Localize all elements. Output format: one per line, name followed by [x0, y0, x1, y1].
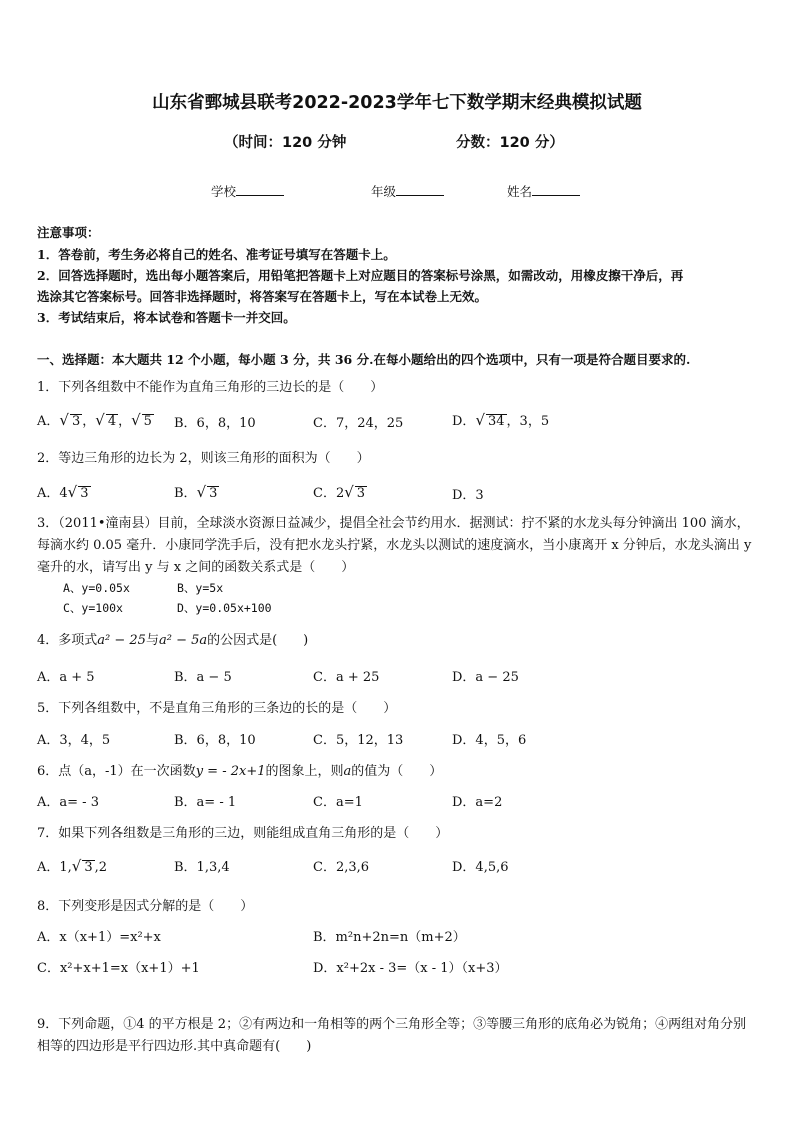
- exam-title: 山东省鄄城县联考2022-2023学年七下数学期末经典模拟试题: [152, 93, 642, 113]
- q7-option-a[interactable]: A．1,√ 3 ,2: [37, 857, 108, 875]
- q4-expr-1: a² − 25: [97, 633, 146, 648]
- q2-option-b[interactable]: B．√ 3: [174, 483, 218, 501]
- question-7-stem: 7．如果下列各组数是三角形的三边，则能组成直角三角形的是（ ）: [37, 826, 449, 841]
- notice-item: 2．回答选择题时，选出每小题答案后，用铅笔把答题卡上对应题目的答案标号涂黑，如需改动，用橡皮擦干净后，再: [37, 268, 684, 283]
- question-8-stem: 8．下列变形是因式分解的是（ ）: [37, 899, 254, 914]
- school-field[interactable]: [211, 182, 284, 200]
- q6-function: y = - 2x+1: [195, 764, 266, 779]
- grade-field[interactable]: [371, 182, 444, 200]
- q6-option-a[interactable]: A．a= - 3: [37, 795, 99, 810]
- school-blank[interactable]: [236, 183, 284, 196]
- q6-option-d[interactable]: D．a=2: [452, 795, 503, 810]
- question-9-stem: 9．下列命题，①4 的平方根是 2；②有两边和一角相等的两个三角形全等；③等腰三角形的底角必为锐角；④两组对角分别相等的四边形是平行四边形.其中真命题有( ): [37, 1017, 747, 1054]
- q4-option-d[interactable]: D．a − 25: [452, 670, 519, 685]
- q5-option-b[interactable]: B．6，8，10: [174, 733, 256, 748]
- notice-item: 1．答卷前，考生务必将自己的姓名、准考证号填写在答题卡上。: [37, 247, 396, 262]
- q5-option-d[interactable]: D．4，5，6: [452, 733, 527, 748]
- q5-option-c[interactable]: C．5，12，13: [313, 733, 404, 748]
- q2-option-d[interactable]: D．3: [452, 488, 484, 503]
- question-3-stem: 3．（2011•潼南县）目前，全球淡水资源日益减少，提倡全社会节约用水．据测试：拧不紧的水龙头每分钟滴出 100 滴水，每滴水约 0.05 毫升．小康同学洗手后，没有把水龙头拧紧，水龙头以测试的速度滴水，当小康离开 x 分钟后，水龙头滴出 y 毫升的水，请写出 y 与 x 之间的函数关系式是（ ）: [37, 516, 752, 575]
- notice-item: 选涂其它答案标号。回答非选择题时，将答案写在答题卡上，写在本试卷上无效。: [37, 289, 488, 304]
- name-blank[interactable]: [532, 183, 580, 196]
- q6-option-b[interactable]: B．a= - 1: [174, 795, 237, 810]
- q2-option-a[interactable]: A．4√ 3: [37, 483, 89, 501]
- section-heading: 一、选择题：本大题共 12 个小题，每小题 3 分，共 36 分.在每小题给出的四个选项中，只有一项是符合题目要求的.: [37, 352, 691, 367]
- question-6-stem: 6．点（a，-1）在一次函数y = - 2x+1的图象上，则a的值为（ ）: [37, 764, 443, 779]
- grade-label: 年级: [371, 184, 397, 199]
- q8-option-b[interactable]: B．m²n+2n=n（m+2）: [313, 930, 466, 945]
- grade-blank[interactable]: [396, 183, 444, 196]
- exam-time: （时间：120 分钟: [224, 135, 347, 151]
- question-1-stem: 1．下列各组数中不能作为直角三角形的三边长的是（ ）: [37, 380, 384, 395]
- question-4-stem: 4．多项式a² − 25与a² − 5a的公因式是( ): [37, 633, 309, 648]
- q7-option-c[interactable]: C．2,3,6: [313, 860, 370, 875]
- q2-option-c[interactable]: C．2√ 3: [313, 483, 366, 501]
- q6-option-c[interactable]: C．a=1: [313, 795, 363, 810]
- q8-option-c[interactable]: C．x²+x+1=x（x+1）+1: [37, 961, 200, 976]
- q4-option-b[interactable]: B．a − 5: [174, 670, 232, 685]
- q3-option-c[interactable]: C、y=100x: [63, 601, 123, 615]
- q1-option-c[interactable]: C．7，24，25: [313, 416, 404, 431]
- q4-option-c[interactable]: C．a + 25: [313, 670, 380, 685]
- question-2-stem: 2．等边三角形的边长为 2，则该三角形的面积为（ ）: [37, 451, 370, 466]
- notice-item: 3．考试结束后，将本试卷和答题卡一并交回。: [37, 310, 296, 325]
- q8-option-a[interactable]: A．x（x+1）=x²+x: [37, 930, 161, 945]
- q1-option-d[interactable]: D．√ 34 ，3，5: [452, 411, 550, 429]
- q5-option-a[interactable]: A．3，4，5: [37, 733, 111, 748]
- q4-expr-2: a² − 5a: [158, 633, 208, 648]
- q7-option-b[interactable]: B．1,3,4: [174, 860, 230, 875]
- q3-option-d[interactable]: D、y=0.05x+100: [177, 601, 272, 615]
- notice-title: 注意事项：: [37, 225, 100, 240]
- q8-option-d[interactable]: D．x²+2x - 3=（x - 1）（x+3）: [313, 961, 508, 976]
- question-5-stem: 5．下列各组数中，不是直角三角形的三条边的长的是（ ）: [37, 701, 397, 716]
- q1-option-a[interactable]: A．√ 3 ，√ 4 ，√ 5: [37, 411, 152, 429]
- exam-score: 分数：120 分）: [456, 135, 564, 151]
- q4-option-a[interactable]: A．a + 5: [37, 670, 95, 685]
- q3-option-b[interactable]: B、y=5x: [177, 581, 224, 595]
- name-field[interactable]: [507, 182, 580, 200]
- name-label: 姓名: [507, 184, 533, 199]
- q7-option-d[interactable]: D．4,5,6: [452, 860, 509, 875]
- school-label: 学校: [211, 184, 237, 199]
- q3-option-a[interactable]: A、y=0.05x: [63, 581, 130, 595]
- q1-option-b[interactable]: B．6，8，10: [174, 416, 256, 431]
